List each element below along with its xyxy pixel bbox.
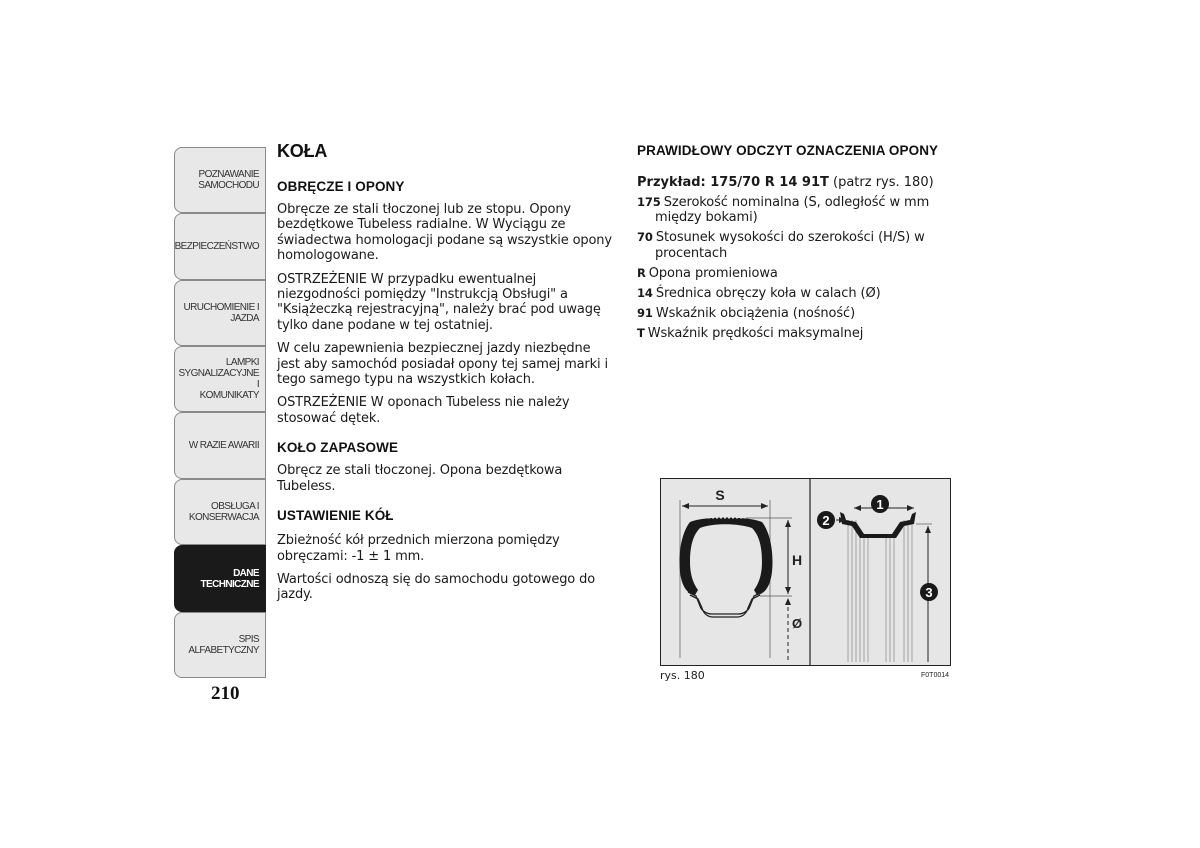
paragraph: W celu zapewnienia bezpiecznej jazdy niezbędne jest aby samochód posiadał opony tej samej marki i tego samego typu na wszystkich kołach. (277, 341, 608, 388)
warning-paragraph: OSTRZEŻENIE W oponach Tubeless nie należy stosować dętek. (277, 395, 570, 426)
tab-obsluga[interactable]: OBSŁUGA I KONSERWACJA (174, 479, 266, 545)
item-code: R (637, 265, 646, 280)
tab-bezpieczenstwo[interactable]: BEZPIECZEŃSTWO (174, 213, 266, 280)
example-reference: (patrz rys. 180) (828, 175, 934, 190)
page-number: 210 (211, 683, 240, 704)
section-heading-ustawienie-kol: USTAWIENIE KÓŁ (277, 508, 394, 524)
warning-paragraph: OSTRZEŻENIE W przypadku ewentualnej niezgodności pomiędzy "Instrukcją Obsługi" a "Książeczką rejestracyjną", należy brać pod uwagę tylko dane podane w tej ostatniej. (277, 271, 601, 333)
right-column (637, 143, 967, 346)
item-code: T (637, 325, 645, 340)
example-code: Przykład: 175/70 R 14 91T (637, 175, 829, 190)
tab-poznawanie-samochodu[interactable]: POZNAWANIE SAMOCHODU (174, 147, 266, 213)
item-text: Opona promieniowa (648, 265, 778, 281)
list-item (637, 306, 967, 321)
label-s: S (715, 487, 725, 503)
item-text: Średnica obręczy koła w calach (Ø) (655, 285, 881, 301)
list-item (637, 286, 967, 301)
callout-3: 3 (925, 585, 933, 600)
list-item (637, 195, 967, 226)
list-item (637, 326, 967, 341)
item-code: 14 (637, 285, 653, 300)
tab-dane-techniczne[interactable]: DANE TECHNICZNE (174, 545, 266, 612)
tire-marking-heading: PRAWIDŁOWY ODCZYT OZNACZENIA OPONY (637, 143, 939, 158)
section-heading-obrecze: OBRĘCZE I OPONY (277, 179, 405, 194)
paragraph: Obręcze ze stali tłoczonej lub ze stopu. Opony bezdętkowe Tubeless radialne. W Wyciągu ze świadectwa homologacji podane są wszystkie opony homologowane. (277, 202, 612, 264)
callout-1: 1 (876, 497, 884, 512)
item-code: 70 (637, 230, 653, 245)
tab-lampki[interactable]: LAMPKI SYGNALIZACYJNE I KOMUNIKATY (174, 346, 266, 412)
item-text: Wskaźnik prędkości maksymalnej (647, 325, 864, 341)
item-code: 91 (637, 305, 653, 320)
tab-spis-alfabetyczny[interactable]: SPIS ALFABETYCZNY (174, 612, 266, 678)
tab-uruchomienie-jazda[interactable]: URUCHOMIENIE I JAZDA (174, 280, 266, 346)
tire-diagram (660, 478, 951, 666)
paragraph: Zbieżność kół przednich mierzona pomiędzy obręczami: -1 ± 1 mm. (277, 533, 560, 564)
example-line (637, 175, 967, 190)
left-column (277, 141, 617, 611)
item-text: Szerokość nominalna (S, odległość w mm między bokami) (655, 195, 930, 226)
figure-caption: rys. 180 (660, 669, 705, 682)
paragraph: Wartości odnoszą się do samochodu gotowego do jazdy. (277, 571, 595, 603)
item-text: Stosunek wysokości do szerokości (H/S) w procentach (655, 230, 925, 261)
section-heading-kolo-zapasowe: KOŁO ZAPASOWE (277, 440, 399, 456)
paragraph: Obręcz ze stali tłoczonej. Opona bezdętkowa Tubeless. (277, 463, 563, 494)
list-item (637, 230, 967, 261)
item-code: 175 (637, 195, 661, 209)
callout-2: 2 (822, 513, 830, 528)
figure-code: F0T0014 (921, 672, 950, 679)
tab-w-razie-awarii[interactable]: W RAZIE AWARII (174, 412, 266, 479)
item-text: Wskaźnik obciążenia (nośność) (655, 305, 856, 321)
page-title: KOŁA (277, 141, 328, 161)
label-h: H (791, 552, 803, 568)
label-diameter: Ø (791, 616, 803, 631)
list-item (637, 266, 967, 281)
